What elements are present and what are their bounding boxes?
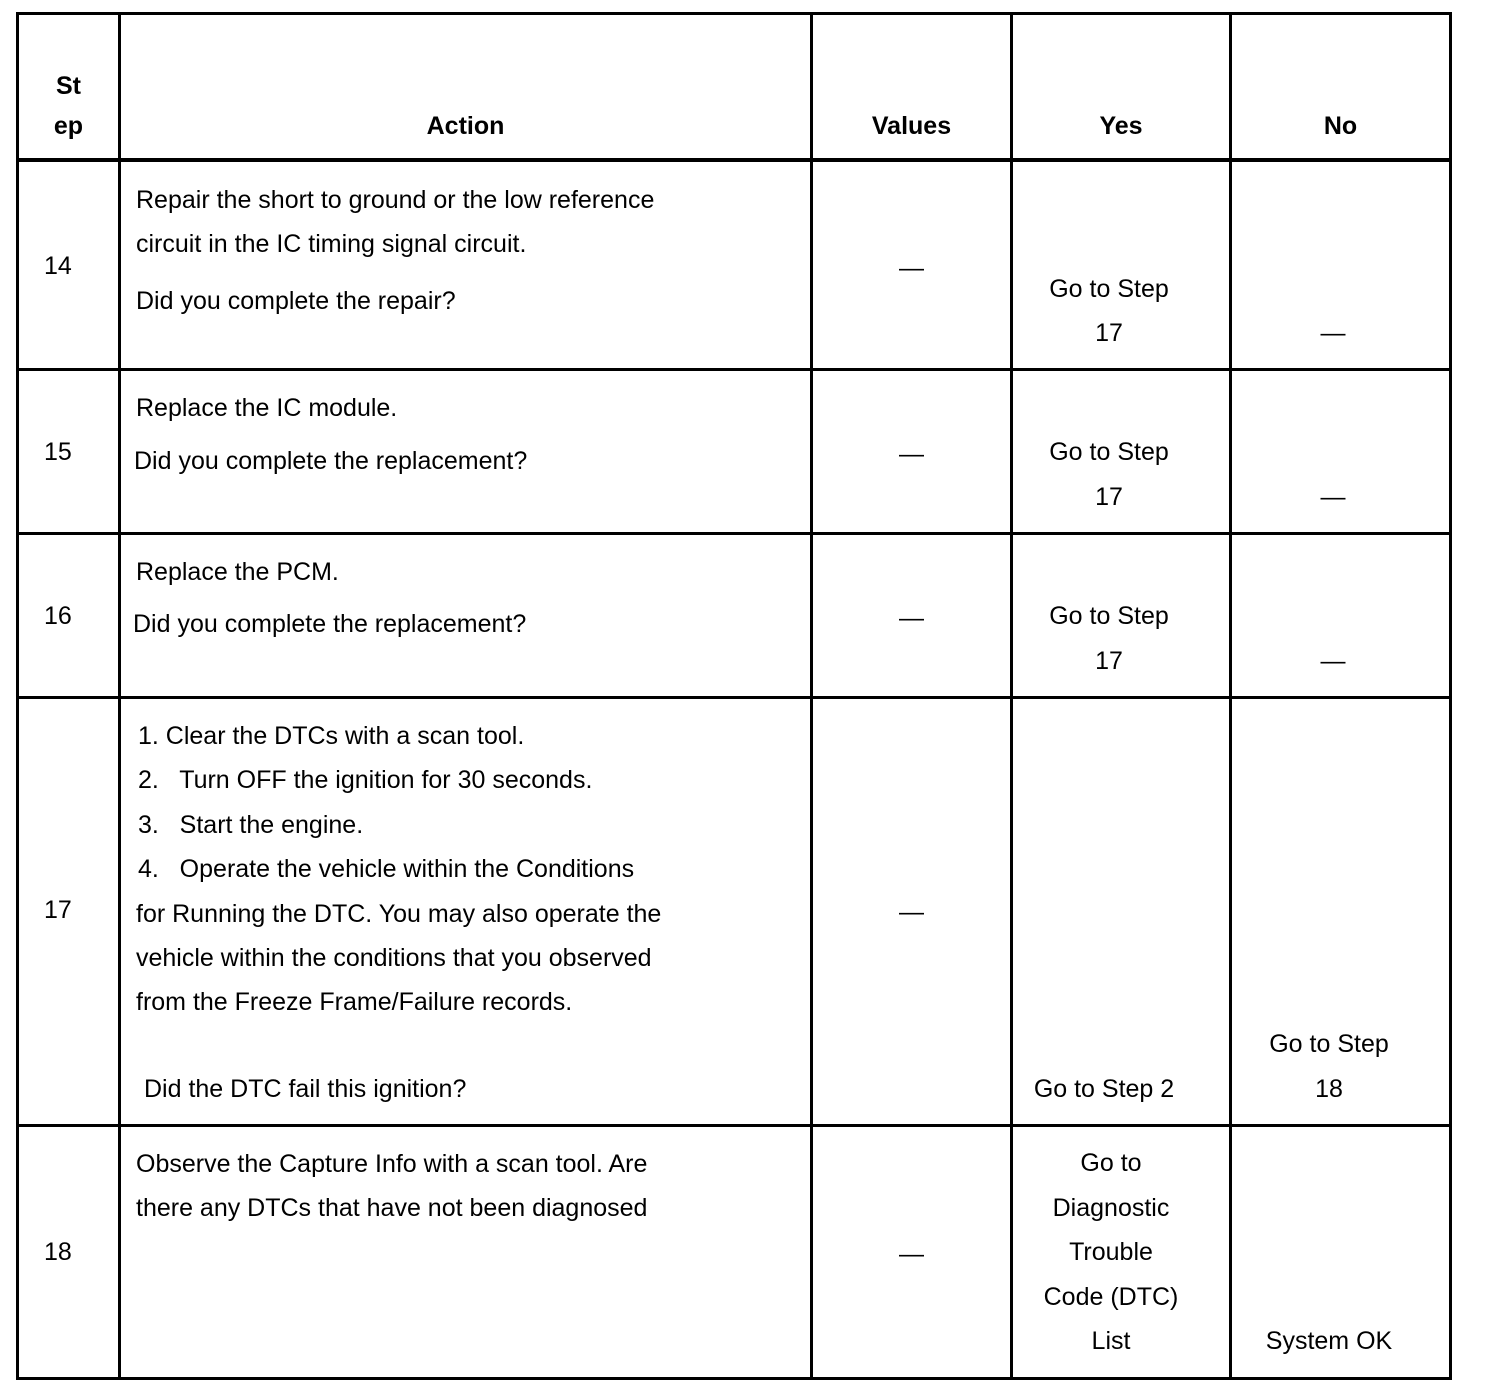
values-cell: — bbox=[899, 604, 924, 632]
header-step-line2: ep bbox=[53, 112, 84, 140]
values-cell: — bbox=[899, 440, 924, 468]
no-cell-line: 18 bbox=[1315, 1075, 1343, 1103]
no-cell: — bbox=[1320, 647, 1346, 675]
header-no: No bbox=[1323, 112, 1358, 140]
header-divider bbox=[16, 158, 1452, 162]
yes-cell-line: 17 bbox=[1095, 483, 1123, 511]
action-list-item: 2. Turn OFF the ignition for 30 seconds. bbox=[138, 766, 593, 794]
yes-cell-line: Go to bbox=[1080, 1149, 1142, 1177]
step-number: 18 bbox=[44, 1238, 72, 1266]
yes-cell-line: Go to Step bbox=[1049, 438, 1169, 466]
action-text: Observe the Capture Info with a scan tool. Are bbox=[136, 1150, 648, 1178]
header-values: Values bbox=[871, 112, 952, 140]
action-text: vehicle within the conditions that you observed bbox=[136, 944, 652, 972]
row-divider bbox=[16, 1124, 1452, 1127]
yes-cell-line: 17 bbox=[1095, 647, 1123, 675]
yes-cell-line: Trouble bbox=[1069, 1238, 1153, 1266]
action-question: Did you complete the replacement? bbox=[133, 610, 527, 638]
header-yes: Yes bbox=[1099, 112, 1143, 140]
row-divider bbox=[16, 368, 1452, 371]
yes-cell-line: Go to Step 2 bbox=[1033, 1075, 1175, 1103]
row-divider bbox=[16, 696, 1452, 699]
step-number: 16 bbox=[44, 602, 72, 630]
header-step-line1: St bbox=[56, 72, 81, 100]
action-text: Replace the PCM. bbox=[136, 558, 339, 586]
yes-cell-line: Go to Step bbox=[1049, 275, 1169, 303]
no-cell: System OK bbox=[1265, 1327, 1393, 1355]
action-list-item: 3. Start the engine. bbox=[138, 811, 364, 839]
action-text: circuit in the IC timing signal circuit. bbox=[136, 230, 527, 258]
action-text: from the Freeze Frame/Failure records. bbox=[136, 988, 573, 1016]
action-text: for Running the DTC. You may also operate the bbox=[136, 900, 662, 928]
yes-cell-line: Diagnostic bbox=[1052, 1194, 1170, 1222]
action-text: there any DTCs that have not been diagnosed bbox=[136, 1194, 648, 1222]
step-number: 14 bbox=[44, 252, 72, 280]
action-text: Repair the short to ground or the low reference bbox=[136, 186, 655, 214]
values-cell: — bbox=[899, 254, 924, 282]
no-cell-line: Go to Step bbox=[1269, 1030, 1389, 1058]
action-question: Did the DTC fail this ignition? bbox=[144, 1075, 467, 1103]
table-border-bottom bbox=[16, 1377, 1452, 1380]
no-cell: — bbox=[1320, 483, 1346, 511]
table-border-top bbox=[16, 12, 1452, 15]
no-cell: — bbox=[1320, 319, 1346, 347]
action-question: Did you complete the replacement? bbox=[134, 447, 528, 475]
action-list-item: 1. Clear the DTCs with a scan tool. bbox=[138, 722, 525, 750]
header-action: Action bbox=[426, 112, 505, 140]
values-cell: — bbox=[899, 898, 924, 926]
yes-cell-line: List bbox=[1091, 1327, 1131, 1355]
values-cell: — bbox=[899, 1240, 924, 1268]
action-list-item: 4. Operate the vehicle within the Conditions bbox=[138, 855, 635, 883]
yes-cell-line: Go to Step bbox=[1049, 602, 1169, 630]
step-number: 17 bbox=[44, 896, 72, 924]
step-number: 15 bbox=[44, 438, 72, 466]
row-divider bbox=[16, 532, 1452, 535]
diagnostic-table bbox=[16, 12, 1452, 1380]
yes-cell-line: Code (DTC) bbox=[1043, 1283, 1179, 1311]
yes-cell-line: 17 bbox=[1095, 319, 1123, 347]
action-question: Did you complete the repair? bbox=[136, 287, 456, 315]
action-text: Replace the IC module. bbox=[136, 394, 398, 422]
